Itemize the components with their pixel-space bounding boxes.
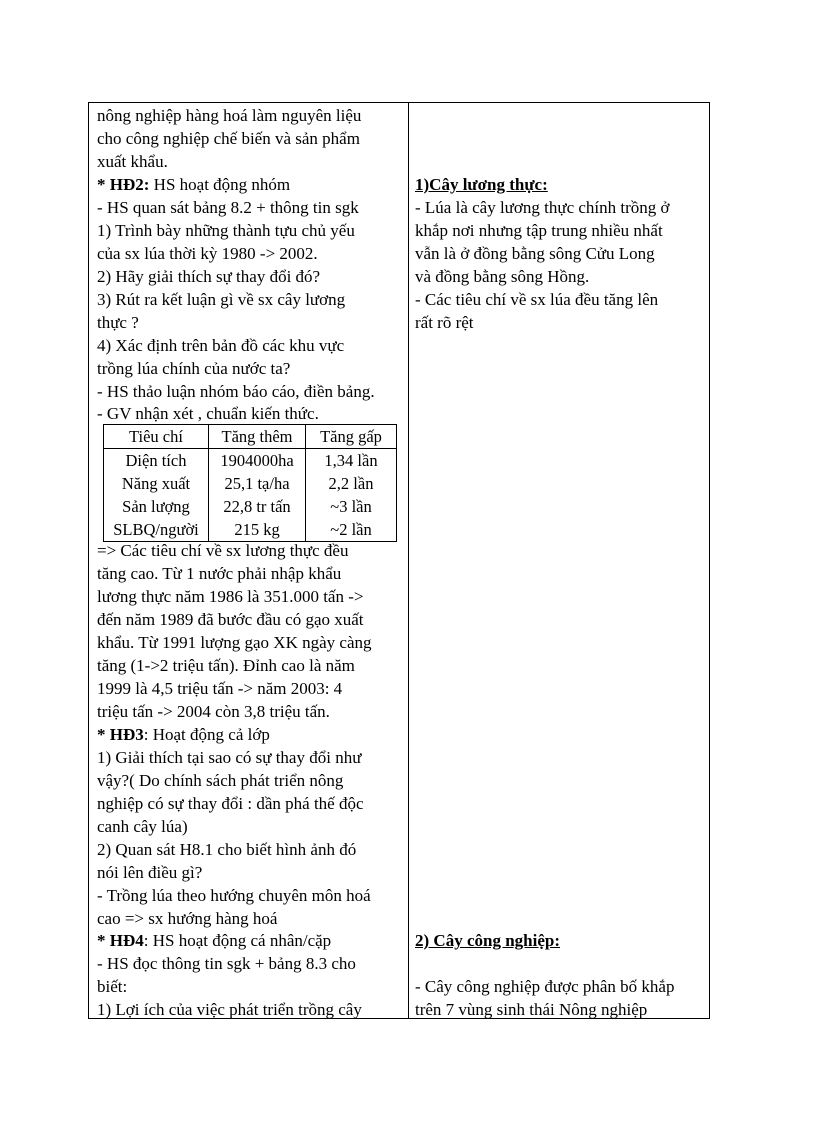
header-cell: Tăng thêm [209,425,306,449]
text-line: thực ? [97,313,139,332]
activity-text: HS hoạt động nhóm [149,175,291,194]
text-line: 1) Giải thích tại sao có sự thay đổi như [97,748,362,767]
section-heading-food-crops: 1)Cây lương thực: [415,175,548,194]
text-line: nông nghiệp hàng hoá làm nguyên liệu [97,106,362,125]
activity-tag: * HĐ3 [97,725,144,744]
text-line: 4) Xác định trên bản đồ các khu vực [97,336,345,355]
table-cell: Diện tích [104,449,209,473]
table-cell: ~3 lần [306,495,397,518]
text-line: nói lên điều gì? [97,863,203,882]
text-line: trên 7 vùng sinh thái Nông nghiệp [415,1000,648,1019]
table-row [104,449,397,473]
table-cell: 215 kg [209,518,306,542]
section-heading-industrial-crops: 2) Cây công nghiệp: [415,931,560,950]
text-line: cao => sx hướng hàng hoá [97,909,278,928]
text-line: canh cây lúa) [97,817,188,836]
text-line: khẩu. Từ 1991 lượng gạo XK ngày càng [97,633,372,652]
text-line: biết: [97,977,128,996]
text-line: - HS đọc thông tin sgk + bảng 8.3 cho [97,954,356,973]
table-row [104,518,397,542]
text-line: - HS thảo luận nhóm báo cáo, điền bảng. [97,382,375,401]
activity-tag: * HĐ4 [97,931,144,950]
table-cell: Sản lượng [104,495,209,518]
rice-stats-table [103,424,397,542]
table-header-row [104,425,397,449]
table-cell: 22,8 tr tấn [209,495,306,518]
text-line: tăng (1->2 triệu tấn). Đỉnh cao là năm [97,656,355,675]
table-cell: 2,2 lần [306,472,397,495]
text-line: trồng lúa chính của nước ta? [97,359,291,378]
lesson-table [88,102,710,1019]
header-cell: Tăng gấp [306,425,397,449]
text-line: 1) Trình bày những thành tựu chủ yếu [97,221,355,240]
table-cell: SLBQ/người [104,518,209,542]
text-line: 3) Rút ra kết luận gì về sx cây lương [97,290,346,309]
table-cell: 25,1 tạ/ha [209,472,306,495]
text-line: 1999 là 4,5 triệu tấn -> năm 2003: 4 [97,679,343,698]
text-line: vẫn là ở đồng bằng sông Cửu Long [415,244,655,263]
text-line: - GV nhận xét , chuẩn kiến thức. [97,404,319,423]
activity-hd3 [97,724,270,747]
table-cell: ~2 lần [306,518,397,542]
text-line: - Các tiêu chí về sx lúa đều tăng lên [415,290,659,309]
table-cell: Năng xuất [104,472,209,495]
text-line: lương thực năm 1986 là 351.000 tấn -> [97,587,364,606]
text-line: đến năm 1989 đã bước đầu có gạo xuất [97,610,364,629]
text-line: khắp nơi nhưng tập trung nhiều nhất [415,221,663,240]
header-cell: Tiêu chí [104,425,209,449]
column-divider [408,103,409,1018]
activity-tag: * HĐ2: [97,175,150,194]
text-line: 2) Hãy giải thích sự thay đổi đó? [97,267,321,286]
text-line: tăng cao. Từ 1 nước phải nhập khẩu [97,564,342,583]
text-line: => Các tiêu chí về sx lương thực đều [97,541,349,560]
text-line: vậy?( Do chính sách phát triển nông [97,771,344,790]
activity-hd4 [97,930,331,953]
table-row [104,472,397,495]
text-line: 2) Quan sát H8.1 cho biết hình ảnh đó [97,840,357,859]
text-line: - Lúa là cây lương thực chính trồng ở [415,198,670,217]
text-line: - Cây công nghiệp được phân bố khắp [415,977,675,996]
text-line: 1) Lợi ích của việc phát triển trồng cây [97,1000,362,1019]
text-line: cho công nghiệp chế biến và sản phẩm [97,129,360,148]
text-line: của sx lúa thời kỳ 1980 -> 2002. [97,244,318,263]
text-line: nghiệp có sự thay đổi : dần phá thế độc [97,794,364,813]
text-line: - HS quan sát bảng 8.2 + thông tin sgk [97,198,359,217]
activity-text: : HS hoạt động cá nhân/cặp [143,931,332,950]
table-cell: 1,34 lần [306,449,397,473]
activity-hd2 [97,174,290,197]
table-cell: 1904000ha [209,449,306,473]
text-line: - Trồng lúa theo hướng chuyên môn hoá [97,886,371,905]
text-line: rất rõ rệt [415,313,474,332]
activity-text: : Hoạt động cả lớp [143,725,270,744]
text-line: xuất khẩu. [97,152,168,171]
text-line: và đồng bằng sông Hồng. [415,267,590,286]
text-line: triệu tấn -> 2004 còn 3,8 triệu tấn. [97,702,330,721]
table-row [104,495,397,518]
